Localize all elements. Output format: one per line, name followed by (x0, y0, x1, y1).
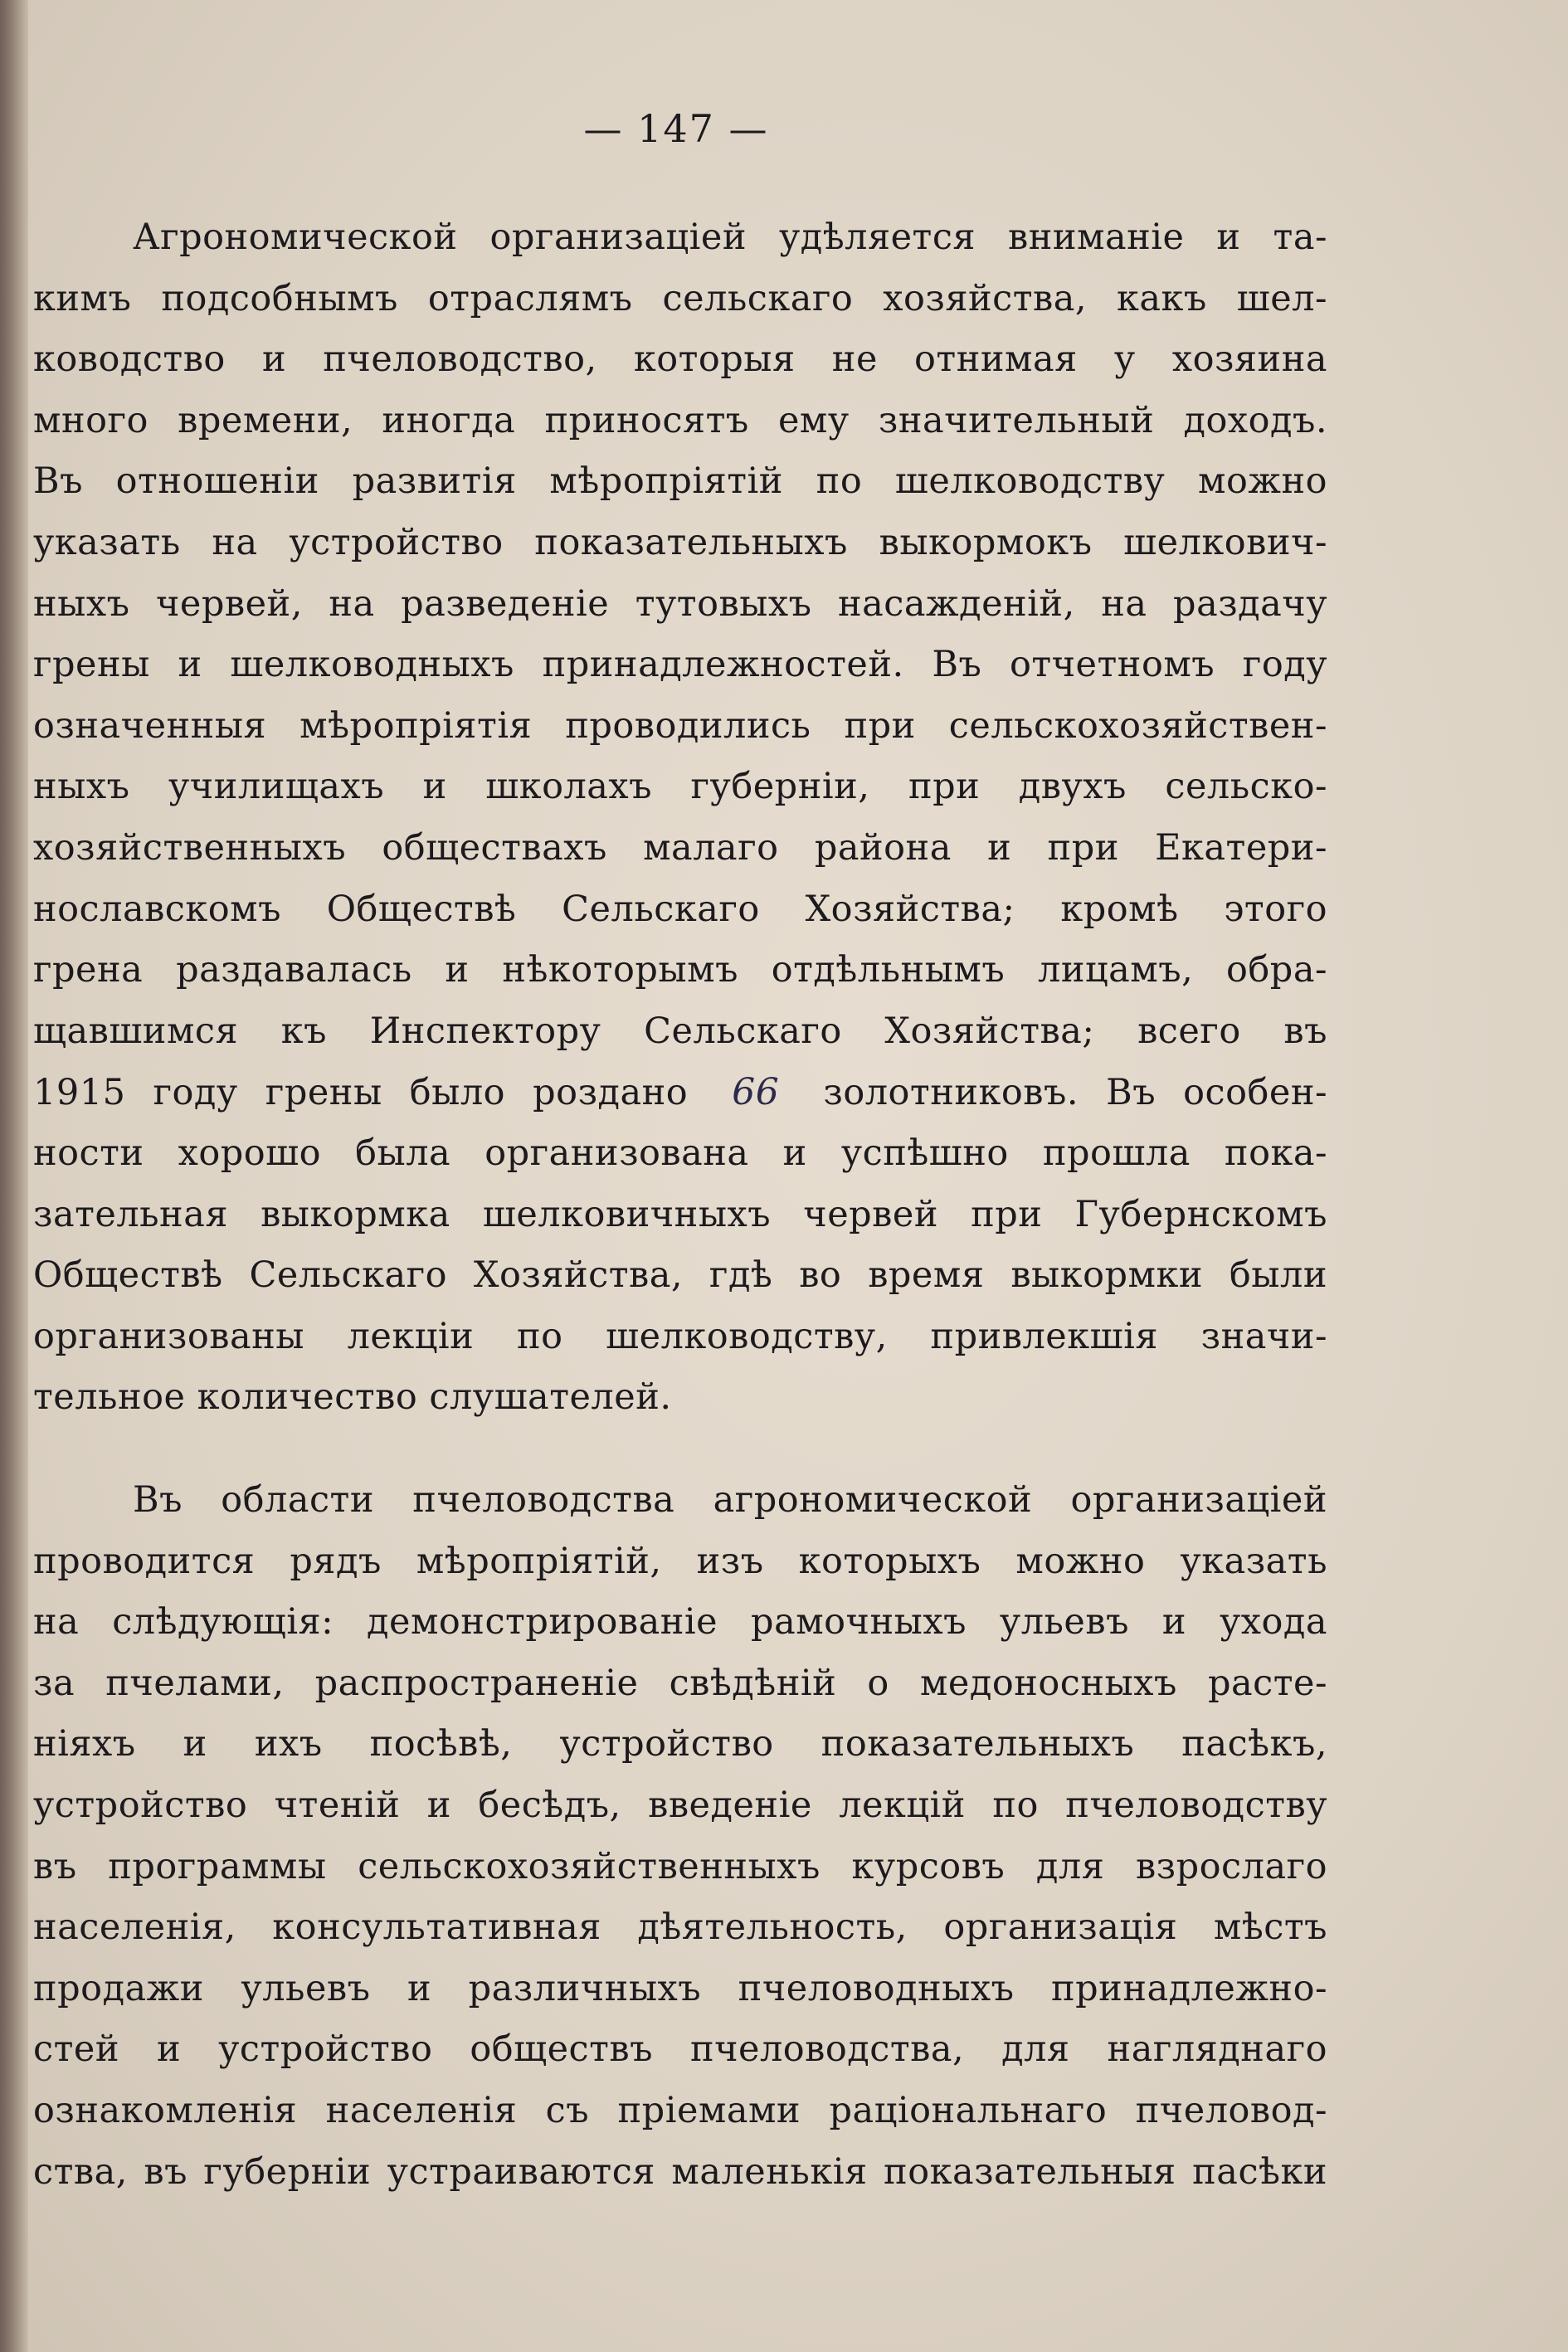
text-line: хозяйственныхъ обществахъ малаго района и при Екатери- (33, 826, 1327, 869)
page-number: — 147 — (583, 106, 769, 151)
text-line: за пчелами, распространенiе свѣдѣнiй о медоносныхъ расте- (33, 1662, 1327, 1704)
text-segment: 1915 году грены было роздано (33, 1072, 689, 1114)
text-line: грена раздавалась и нѣкоторымъ отдѣльнымъ лицамъ, обра- (33, 949, 1327, 991)
text-line: много времени, иногда приносятъ ему значительный доходъ. (33, 399, 1327, 441)
text-line: Агрономической организацiей удѣляется вниманiе и та- (133, 217, 1327, 258)
text-line: нiяхъ и ихъ посѣвѣ, устройство показательныхъ пасѣкъ, (33, 1723, 1327, 1765)
text-line: организованы лекцiи по шелководству, привлекшiя значи- (33, 1315, 1327, 1357)
text-line: Въ отношенiи развитiя мѣропрiятiй по шелководству можно (33, 460, 1327, 503)
text-line: на слѣдующiя: демонстрированiе рамочныхъ ульевъ и ухода (33, 1601, 1327, 1643)
text-line: ководство и пчеловодство, которыя не отнимая у хозяина (33, 338, 1327, 381)
text-line: ознакомленiя населенiя съ прiемами рацiональнаго пчеловод- (33, 2089, 1327, 2131)
text-line: кимъ подсобнымъ отраслямъ сельскаго хозяйства, какъ шел- (33, 277, 1327, 319)
paragraph-sericulture (33, 207, 1327, 1429)
text-segment: золотниковъ. Въ особен- (823, 1072, 1328, 1114)
text-line: ности хорошо была организована и успѣшно прошла пока- (33, 1132, 1327, 1174)
paragraph-beekeeping (33, 1470, 1327, 2203)
text-line: означенныя мѣропрiятiя проводились при сельскохозяйствен- (33, 704, 1327, 747)
text-line: Въ области пчеловодства агрономической организацiей (133, 1479, 1327, 1521)
page-spine-edge (0, 0, 28, 2352)
text-line: указать на устройство показательныхъ выкормокъ шелкович- (33, 521, 1327, 563)
text-line: населенiя, консультативная дѣятельность, организацiя мѣстъ (33, 1906, 1327, 1949)
text-line: ства, въ губернiи устраиваются маленькiя показательныя пасѣки (33, 2150, 1327, 2193)
text-line-with-handwritten-amount (33, 1062, 1327, 1123)
text-line: Обществѣ Сельскаго Хозяйства, гдѣ во время выкормки были (33, 1254, 1327, 1297)
text-line: зательная выкормка шелковичныхъ червей при Губернскомъ (33, 1193, 1327, 1235)
text-line: грены и шелководныхъ принадлежностей. Въ отчетномъ году (33, 644, 1327, 686)
text-line: щавшимся къ Инспектору Сельскаго Хозяйства; всего въ (33, 1010, 1327, 1052)
text-line: тельное количество слушателей. (33, 1376, 672, 1419)
text-line: стей и устройство обществъ пчеловодства, для нагляднаго (33, 2028, 1327, 2071)
text-line: проводится рядъ мѣропрiятiй, изъ которыхъ можно указать (33, 1540, 1327, 1582)
handwritten-amount: 66 (732, 1071, 780, 1114)
text-line: въ программы сельскохозяйственныхъ курсовъ для взрослаго (33, 1845, 1327, 1887)
text-line: ныхъ училищахъ и школахъ губернiи, при двухъ сельско- (33, 766, 1327, 808)
text-line: нославскомъ Обществѣ Сельскаго Хозяйства; кромѣ этого (33, 888, 1327, 930)
text-line: устройство чтенiй и бесѣдъ, введенiе лекцiй по пчеловодству (33, 1784, 1327, 1826)
text-line: продажи ульевъ и различныхъ пчеловодныхъ принадлежно- (33, 1967, 1327, 2009)
text-line: ныхъ червей, на разведенiе тутовыхъ насажденiй, на раздачу (33, 582, 1327, 625)
